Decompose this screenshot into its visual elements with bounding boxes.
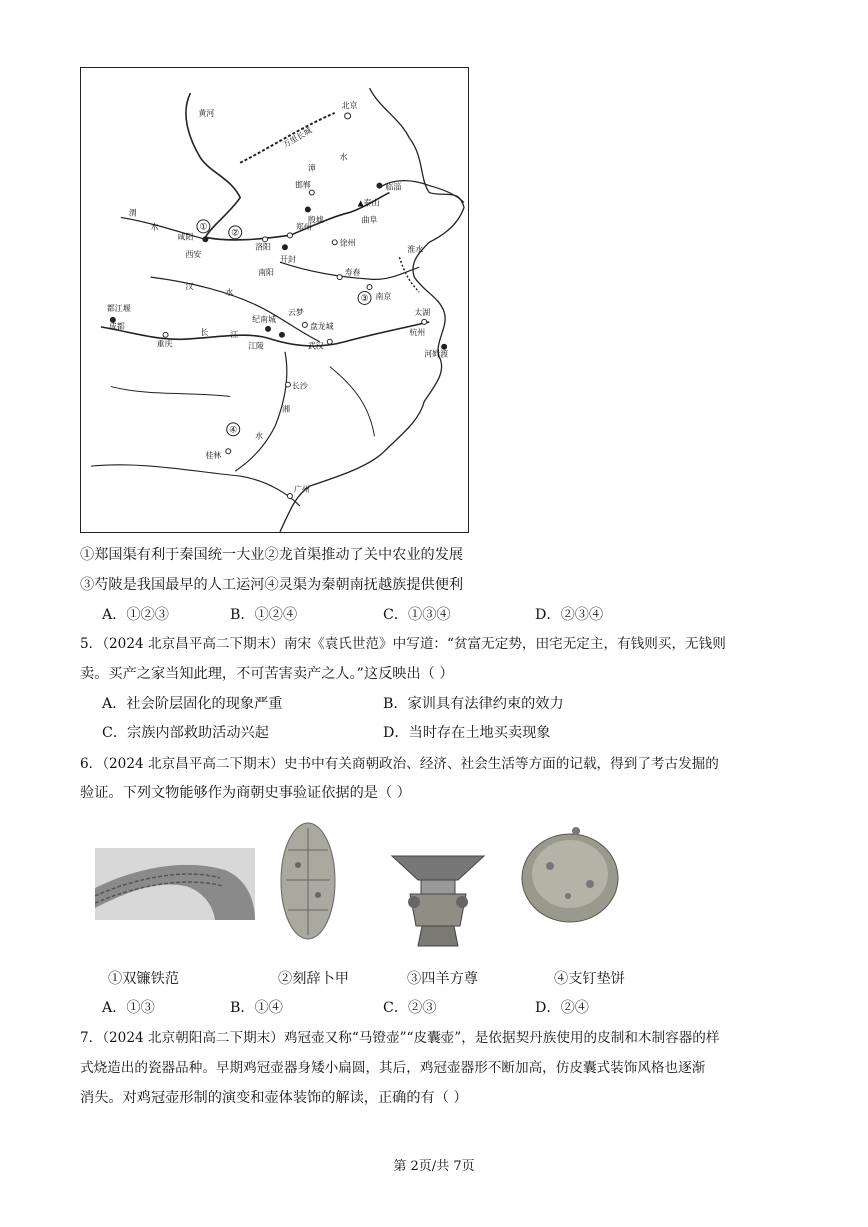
map-label-huanghe: 黄河 bbox=[198, 108, 215, 118]
map-label-nanjing: 南京 bbox=[375, 292, 392, 302]
map-label-handan: 邯郸 bbox=[294, 180, 311, 190]
q7-stem-line2: 式烧造出的瓷器品种。早期鸡冠壶器身矮小扁圆，其后，鸡冠壶器形不断加高，仿皮囊式装饰风格也逐渐 bbox=[80, 1060, 706, 1076]
map-label-shui: 水 bbox=[339, 152, 348, 162]
map-label-han: 汉 bbox=[185, 282, 194, 292]
map-label-wei: 渭 bbox=[128, 208, 137, 218]
map-label-anyang: 殷墟 bbox=[307, 215, 324, 225]
q4-statement-line2: ③芍陂是我国最早的人工运河④灵渠为秦朝南抚越族提供便利 bbox=[80, 577, 464, 593]
map-label-yunmeng: 云梦 bbox=[287, 307, 304, 317]
map-label-panlong: 盘龙城 bbox=[309, 321, 334, 331]
map-drawing bbox=[81, 68, 468, 532]
map-label-xiang: 湘 bbox=[281, 404, 290, 414]
map-label-guilin: 桂林 bbox=[205, 451, 222, 461]
map-label-zhang: 漳 bbox=[307, 163, 316, 173]
q6-option-b[interactable]: B．①④ bbox=[230, 1000, 283, 1016]
map-label-qufu: 曲阜 bbox=[361, 215, 378, 225]
q5-stem-line1: 5．（2024 北京昌平高二下期末）南宋《袁氏世范》中写道：“贫富无定势，田宅无定主，有钱则买，无钱则 bbox=[80, 636, 726, 652]
q4-option-d[interactable]: D．②③④ bbox=[535, 607, 604, 623]
map-label-chongqing: 重庆 bbox=[156, 339, 173, 349]
map-label-shui4: 水 bbox=[255, 431, 264, 441]
map-label-hemudu: 河姆渡 bbox=[424, 349, 449, 359]
q7-stem-line3: 消失。对鸡冠壶形制的演变和壶体装饰的解读，正确的有（ ） bbox=[80, 1090, 468, 1106]
artifact-image-four-ram-zun bbox=[388, 850, 488, 948]
q6-option-a[interactable]: A．①③ bbox=[102, 1000, 155, 1016]
map-label-xuzhou: 徐州 bbox=[339, 238, 356, 248]
artifact-caption-1: ①双镰铁范 bbox=[108, 971, 179, 987]
map-label-huaishui: 淮水 bbox=[407, 245, 424, 255]
map-label-shui3: 水 bbox=[225, 288, 234, 298]
map-label-changsha: 长沙 bbox=[291, 381, 308, 391]
map-label-zhengzhou: 郑州 bbox=[295, 222, 312, 232]
map-marker-4: ④ bbox=[229, 425, 238, 436]
map-label-jiangling: 江陵 bbox=[248, 341, 265, 351]
map-label-guangzhou: 广州 bbox=[293, 485, 310, 495]
map-label-kaifeng: 开封 bbox=[279, 255, 296, 265]
map-label-wuhan: 武汉 bbox=[307, 341, 324, 351]
map-label-hangzhou: 杭州 bbox=[409, 327, 426, 337]
q7-stem-line1: 7．（2024 北京朝阳高二下期末）鸡冠壶又称“马镫壶”“皮囊壶”，是依据契丹族使用的皮制和木制容器的样 bbox=[80, 1030, 720, 1046]
map-label-jinan: 纪南城 bbox=[252, 314, 276, 324]
map-label-taihu: 太湖 bbox=[414, 307, 431, 317]
map-label-luoyang: 洛阳 bbox=[255, 242, 271, 252]
map-label-linzi: 临淄 bbox=[385, 182, 402, 192]
q6-option-d[interactable]: D．②④ bbox=[535, 1000, 589, 1016]
map-label-taishan: ▲泰山 bbox=[357, 198, 380, 208]
map-label-chengdu: 成都 bbox=[108, 321, 125, 331]
map-marker-3: ③ bbox=[360, 293, 369, 304]
map-label-shui2: 水 bbox=[150, 222, 159, 232]
q5-stem-line2: 卖。买产之家当知此理，不可苦害卖产之人。”这反映出（ ） bbox=[80, 666, 454, 682]
artifact-image-iron-mold bbox=[95, 848, 255, 920]
q5-option-d[interactable]: D．当时存在土地买卖现象 bbox=[383, 725, 551, 741]
page-footer: 第 2页/共 7页 bbox=[393, 1159, 475, 1174]
artifact-caption-2: ②刻辞卜甲 bbox=[278, 971, 349, 987]
map-label-chang: 长 bbox=[200, 327, 209, 337]
map-label-xianyang: 咸阳 bbox=[177, 232, 194, 242]
map-label-nanyang: 南阳 bbox=[258, 268, 274, 278]
artifact-caption-3: ③四羊方尊 bbox=[407, 971, 478, 987]
q4-option-c[interactable]: C．①③④ bbox=[383, 607, 451, 623]
q5-option-c[interactable]: C．宗族内部救助活动兴起 bbox=[102, 725, 269, 741]
q6-stem-line1: 6．（2024 北京昌平高二下期末）史书中有关商朝政治、经济、社会生活等方面的记载，得到了考古发掘的 bbox=[80, 756, 719, 772]
map-marker-2: ② bbox=[231, 228, 240, 239]
artifact-image-kiln-pad bbox=[520, 826, 620, 924]
q5-option-b[interactable]: B．家训具有法律约束的效力 bbox=[383, 696, 564, 712]
q4-option-a[interactable]: A．①②③ bbox=[102, 607, 169, 623]
map-label-great-wall: 万里长城 bbox=[281, 125, 314, 150]
q6-option-c[interactable]: C．②③ bbox=[383, 1000, 437, 1016]
q5-option-a[interactable]: A．社会阶层固化的现象严重 bbox=[102, 696, 283, 712]
historical-map bbox=[80, 67, 469, 533]
q6-stem-line2: 验证。下列文物能够作为商朝史事验证依据的是（ ） bbox=[80, 785, 411, 801]
map-label-xian: 西安 bbox=[185, 250, 202, 260]
map-label-jiang: 江 bbox=[230, 329, 239, 339]
map-label-shouchun: 寿春 bbox=[344, 268, 361, 278]
artifact-image-oracle-shell bbox=[278, 820, 338, 942]
artifact-caption-4: ④支钉垫饼 bbox=[554, 971, 625, 987]
q4-statement-line1: ①郑国渠有利于秦国统一大业②龙首渠推动了关中农业的发展 bbox=[80, 547, 464, 563]
map-marker-1: ① bbox=[199, 222, 208, 233]
map-label-beijing: 北京 bbox=[341, 100, 358, 110]
map-label-dujiangyan: 都江堰 bbox=[106, 303, 131, 313]
q4-option-b[interactable]: B．①②④ bbox=[230, 607, 298, 623]
